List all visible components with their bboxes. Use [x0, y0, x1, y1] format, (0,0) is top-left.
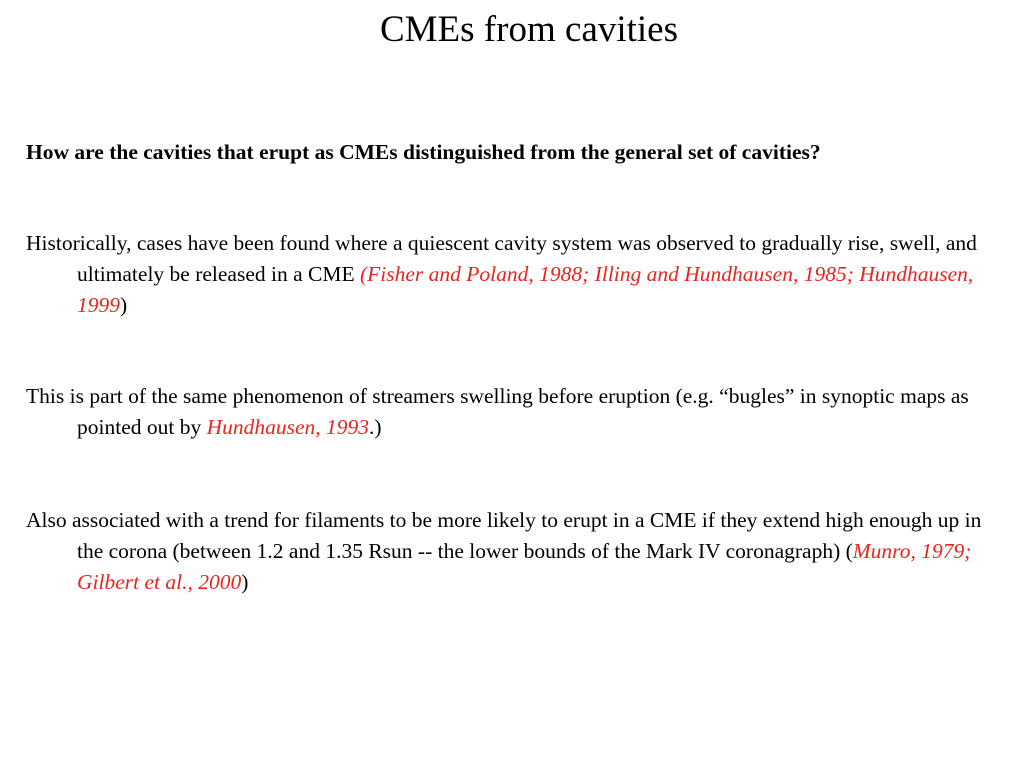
paragraph-text: Also associated with a trend for filaments to be more likely to erupt in a CME if they extend high enough up in the corona (between 1.2 and 1.35 Rsun -- the lower bounds of the Mark IV coronagraph) ( — [26, 508, 982, 563]
paragraph-text: This is part of the same phenomenon of streamers swelling before eruption (e.g. “bugles” in synoptic maps as pointed out by — [26, 384, 969, 439]
slide-title: CMEs from cavities — [379, 9, 678, 50]
paragraph-text-end: ) — [241, 570, 249, 594]
paragraph-filaments — [26, 505, 1001, 598]
paragraph-text-end: .) — [369, 415, 382, 439]
question-text: How are the cavities that erupt as CMEs distinguished from the general set of cavities? — [26, 140, 821, 164]
paragraph-historical — [26, 228, 1001, 321]
citation: Hundhausen, 1993 — [206, 415, 370, 439]
paragraph-text: Historically, cases have been found where a quiescent cavity system was observed to gradually rise, swell, and ultimately be released in a CME — [26, 231, 977, 286]
citation: (Fisher and Poland, 1988; Illing and Hundhausen, 1985; Hundhausen, 1999 — [77, 262, 974, 317]
paragraph-streamers — [26, 381, 1001, 443]
paragraph-text-end: ) — [120, 293, 128, 317]
citation: Munro, 1979; Gilbert et al., 2000 — [77, 539, 972, 594]
